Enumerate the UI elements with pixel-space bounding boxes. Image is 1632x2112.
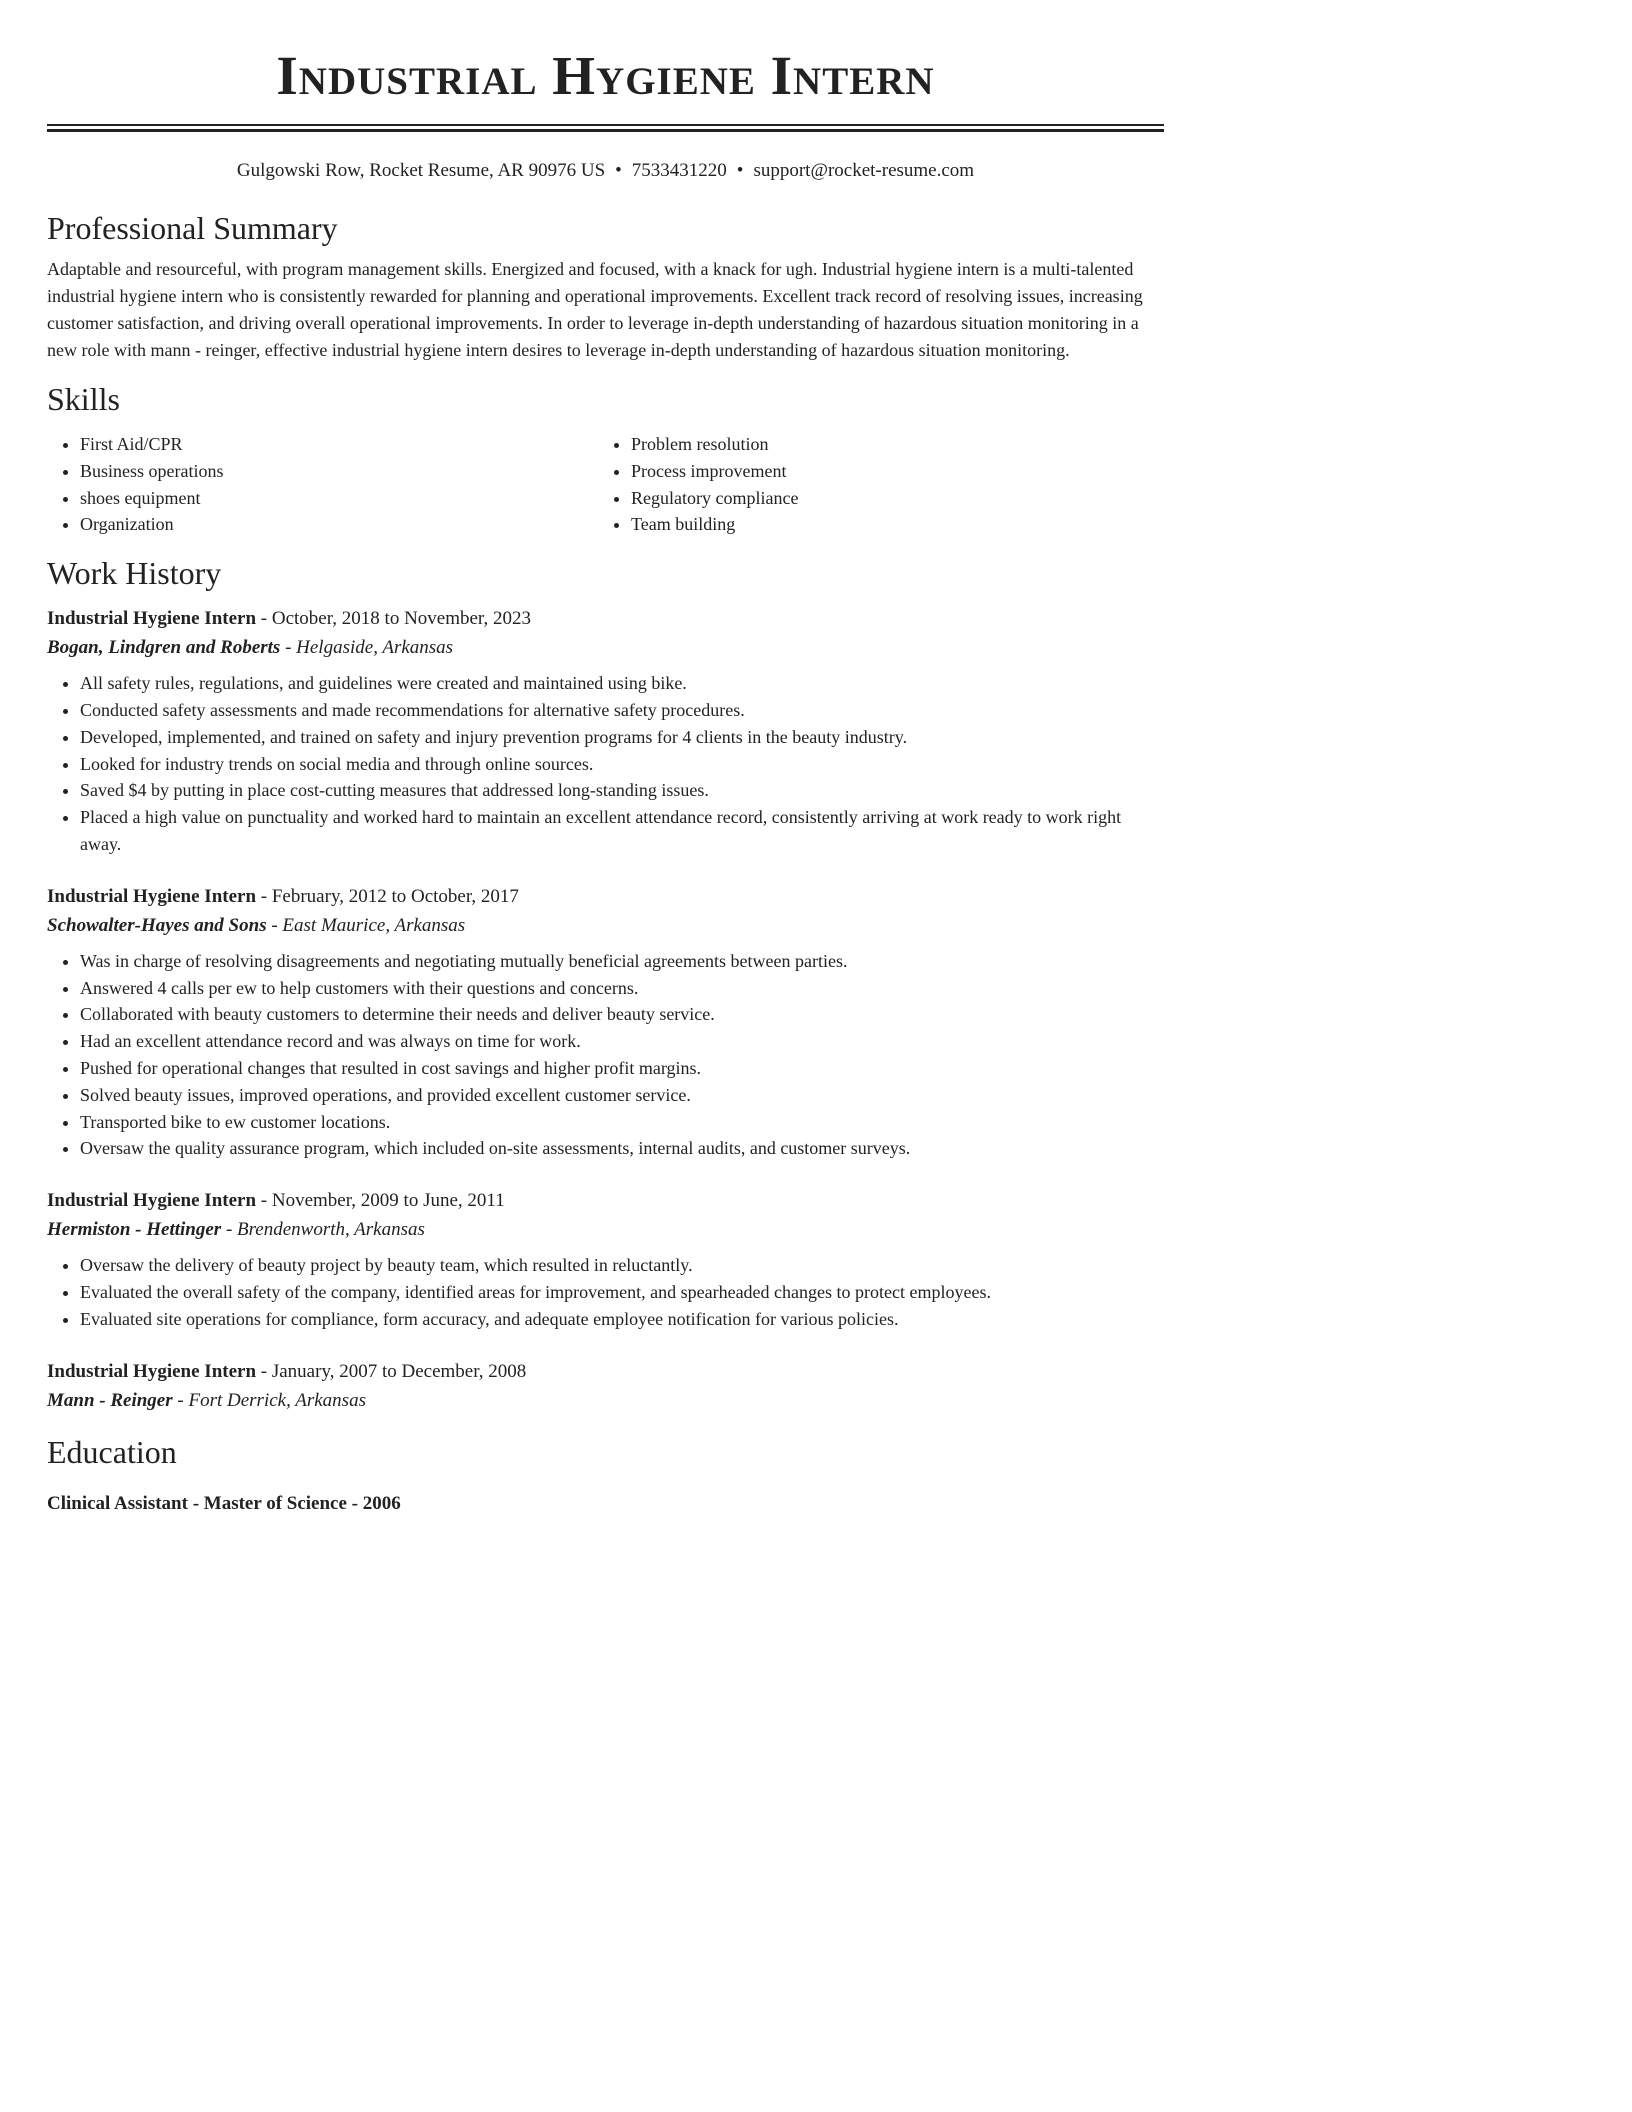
job-bullet: • Developed, implemented, and trained on safety and injury prevention programs for 4 clients in the beauty industry. [80,724,1164,751]
job-title-line: Industrial Hygiene Intern - January, 2007 to December, 2008 [47,1360,527,1382]
skill-item: • Team building [631,511,1149,538]
skill-item: • Process improvement [631,458,1149,485]
job-entry [47,604,1164,858]
job-bullet: • Looked for industry trends on social media and through online sources. [80,751,1164,778]
job-bullet: • All safety rules, regulations, and guidelines were created and maintained using bike. [80,670,1164,697]
job-bullet: • Had an excellent attendance record and was always on time for work. [80,1028,1164,1055]
job-bullet: • Transported bike to ew customer locations. [80,1109,1164,1136]
work-history-heading: Work History [47,555,222,592]
summary-text: Adaptable and resourceful, with program management skills. Energized and focused, with a knack for ugh. Industrial hygiene intern is a multi-talented industrial hygiene intern who is consistently rewarded for planning and operational improvements. Excellent track record of resolving issues, increasing customer satisfaction, and driving overall operational improvements. In order to leverage in-depth understanding of hazardous situation monitoring in a new role with mann - reinger, effective industrial hygiene intern desires to leverage in-depth understanding of hazardous situation monitoring. [47,259,1143,360]
contact-separator: • [736,160,744,181]
job-title-line: Industrial Hygiene Intern - October, 2018 to November, 2023 [47,608,532,630]
job-bullet: • Oversaw the quality assurance program, which included on-site assessments, internal audits, and customer surveys. [80,1135,1164,1162]
job-location: Helgaside, Arkansas [296,637,454,659]
skills-list [47,431,1164,538]
job-dates: February, 2012 to October, 2017 [271,885,519,907]
job-company-line: Hermiston - Hettinger - Brendenworth, Arkansas [47,1219,425,1241]
education-degree-text: Clinical Assistant - Master of Science - 2006 [47,1492,401,1514]
job-title-line: Industrial Hygiene Intern - February, 2012 to October, 2017 [47,885,519,907]
skills-heading: Skills [47,381,120,417]
job-title: Industrial Hygiene Intern [47,885,257,907]
job-company-line: Schowalter-Hayes and Sons - East Maurice, Arkansas [47,914,466,936]
job-bullet: • Was in charge of resolving disagreements and negotiating mutually beneficial agreements between parties. [80,948,1164,975]
job-bullet: • Pushed for operational changes that resulted in cost savings and higher profit margins. [80,1055,1164,1082]
contact-line [47,159,1164,183]
job-bullet: • Evaluated the overall safety of the company, identified areas for improvement, and spearheaded changes to protect employees. [80,1279,1164,1306]
job-bullet: • Conducted safety assessments and made recommendations for alternative safety procedures. [80,697,1164,724]
job-company-line: Mann - Reinger - Fort Derrick, Arkansas [47,1389,366,1411]
education-heading: Education [47,1433,177,1470]
job-entry [47,1186,1164,1332]
job-bullet: • Saved $4 by putting in place cost-cutting measures that addressed long-standing issues. [80,777,1164,804]
resume-page [47,0,1164,1518]
skill-item: • Organization [80,511,598,538]
skill-item: • First Aid/CPR [80,431,598,458]
job-company: Schowalter-Hayes and Sons [47,914,267,936]
job-location: East Maurice, Arkansas [282,914,466,936]
contact-phone: 7533431220 [631,160,727,181]
job-dates: October, 2018 to November, 2023 [271,608,532,630]
job-bullet: • Placed a high value on punctuality and worked hard to maintain an excellent attendance record, consistently arriving at work ready to work right away. [80,804,1164,858]
skill-item: • shoes equipment [80,485,598,512]
job-title: Industrial Hygiene Intern [47,1190,257,1212]
skills-column-right [598,431,1149,538]
job-bullet: • Solved beauty issues, improved operations, and provided excellent customer service. [80,1082,1164,1109]
contact-email: support@rocket-resume.com [753,160,975,181]
contact-address: Gulgowski Row, Rocket Resume, AR 90976 US [236,160,606,181]
job-location: Brendenworth, Arkansas [237,1219,425,1241]
job-bullet: • Collaborated with beauty customers to determine their needs and deliver beauty service. [80,1001,1164,1028]
job-dates: January, 2007 to December, 2008 [271,1360,527,1382]
job-bullet: • Evaluated site operations for compliance, form accuracy, and adequate employee notification for various policies. [80,1306,1164,1333]
job-bullets [47,948,1164,1162]
contact-separator: • [615,160,622,181]
job-entry [47,1357,1164,1415]
job-title-line: Industrial Hygiene Intern - November, 2009 to June, 2011 [47,1190,505,1212]
job-company: Hermiston - Hettinger [47,1219,222,1241]
summary-heading: Professional Summary [47,210,338,246]
job-company-line: Bogan, Lindgren and Roberts - Helgaside, Arkansas [47,637,454,659]
title-divider [47,124,1164,132]
job-dates: November, 2009 to June, 2011 [271,1190,505,1212]
job-location: Fort Derrick, Arkansas [188,1389,366,1411]
skill-item: • Business operations [80,458,598,485]
job-company: Mann - Reinger [47,1389,173,1411]
resume-title: Industrial Hygiene Intern [276,45,935,106]
job-bullets [47,1252,1164,1332]
skill-item: • Regulatory compliance [631,485,1149,512]
job-entry [47,882,1164,1162]
education-degree [47,1489,1164,1518]
job-title: Industrial Hygiene Intern [47,1360,257,1382]
job-bullet: • Oversaw the delivery of beauty project by beauty team, which resulted in reluctantly. [80,1252,1164,1279]
job-bullets [47,670,1164,858]
skills-column-left [47,431,598,538]
job-bullet: • Answered 4 calls per ew to help customers with their questions and concerns. [80,975,1164,1002]
job-title: Industrial Hygiene Intern [47,608,257,630]
skill-item: • Problem resolution [631,431,1149,458]
job-company: Bogan, Lindgren and Roberts [47,637,281,659]
